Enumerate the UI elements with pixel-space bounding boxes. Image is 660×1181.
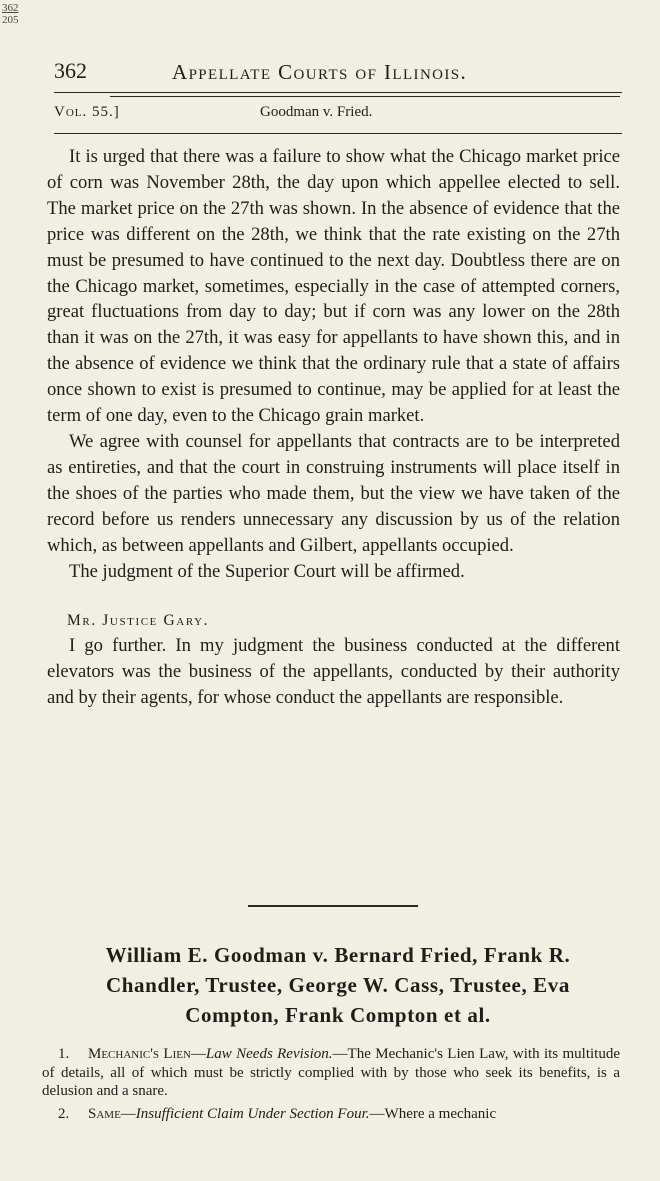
opinion-paragraph: The judgment of the Superior Court will be affirmed.: [69, 560, 465, 582]
header-rule-bottom: [54, 133, 622, 134]
section-divider: [248, 905, 418, 907]
headnote-subtopic: Insufficient Claim Under Section Four.: [135, 1105, 370, 1122]
opinion-text: [47, 144, 620, 711]
concurrence-paragraph: I go further. In my judgment the business conducted at the different elevators was the business of the appellants, conducted by their authority and by their agents, for whose conduct the appellants are responsible.: [47, 635, 620, 709]
header-rule-top: [54, 92, 622, 93]
opinion-paragraph: We agree with counsel for appellants that contracts are to be interpreted as entireties, and that the court in construing instruments will place itself in the shoes of the parties who made them, but the view we have taken of the record before us renders unnecessary any discussion by us of the relation which, as between appellants and Gilbert, appellants occupied.: [47, 430, 620, 556]
case-subheader: [54, 104, 620, 124]
headnote-subtopic: Law Needs Revision.: [205, 1046, 333, 1062]
opinion-paragraph: It is urged that there was a failure to show what the Chicago market price of corn was November 28th, the day upon which appellee elected to sell. The market price on the 27th was shown. In the absence of evidence that the price was different on the 28th, we think that the rate existing on the 27th must be presumed to have continued to the next day. Doubtless there are on the Chicago market, sometimes, especially in the case of attempted corners, great fluctuations from day to day; but if corn was any lower on the 28th than it was on the 27th, it was easy for appellants to have shown this, and in the absence of evidence we think that the ordinary rule that a state of affairs once shown to exist is presumed to continue, may be applied for at least the term of one day, even to the Chicago grain market.: [47, 146, 620, 427]
header-rule-top-thin: [110, 96, 620, 97]
headnote-text: Where a mechanic: [384, 1105, 497, 1122]
headnote-topic: Same: [88, 1105, 121, 1122]
next-case-title: William E. Goodman v. Bernard Fried, Frank R. Chandler, Trustee, George W. Cass, Trustee, Eva Compton, Frank Compton et al.: [105, 943, 571, 1027]
volume-label: Vol. 55.]: [54, 104, 120, 120]
headnote-item: 2. Same—Insufficient Claim Under Section Four.—Where a mechanic: [42, 1105, 620, 1124]
headnote-topic: Mechanic's Lien: [88, 1046, 191, 1062]
headnote-text: The Mechanic's Lien Law, with its multitude of details, all of which must be strictly complied with by those who seek its benefits, is a delusion and a snare.: [42, 1046, 620, 1099]
headnote-item: 1. Mechanic's Lien—Law Needs Revision.—The Mechanic's Lien Law, with its multitude of details, all of which must be strictly complied with by those who seek its benefits, is a delusion and a snare.: [42, 1046, 620, 1099]
running-head: [54, 58, 620, 86]
journal-title: Appellate Courts of Illinois.: [172, 60, 468, 84]
page-number: 362: [54, 58, 87, 83]
headnotes: [42, 1045, 620, 1127]
stamp-top-number: 362: [2, 2, 19, 14]
justice-heading: Mr. Justice Gary.: [67, 612, 210, 630]
headnote-number: 2.: [58, 1105, 70, 1122]
case-name: Goodman v. Fried.: [260, 104, 373, 120]
stamp-bottom-number: 205: [2, 14, 19, 26]
headnote-number: 1.: [58, 1046, 70, 1062]
library-stamp: [2, 2, 19, 26]
